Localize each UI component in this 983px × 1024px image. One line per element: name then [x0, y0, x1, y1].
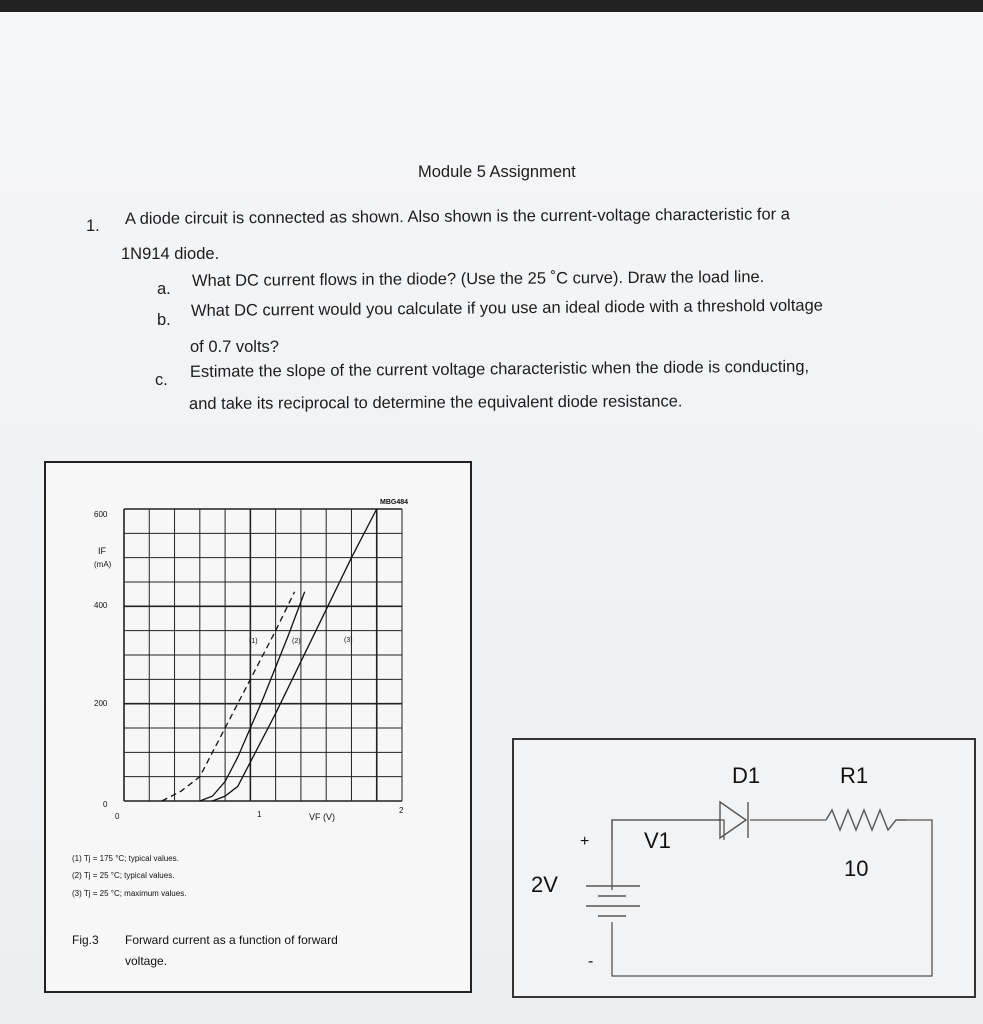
battery-symbol	[586, 886, 640, 916]
curve-label-3: (3)	[344, 637, 353, 644]
y-tick-600: 600	[94, 510, 108, 519]
part-c-line-2: and take its reciprocal to determine the equivalent diode resistance.	[188, 392, 683, 413]
part-c-label: c.	[155, 371, 168, 389]
curve-label-1: (1)	[249, 638, 258, 645]
source-name-label: V1	[644, 828, 671, 853]
y-tick-200: 200	[94, 699, 108, 708]
y-axis-symbol: IF	[98, 546, 106, 556]
part-b-line-2: of 0.7 volts?	[190, 338, 279, 356]
part-c-line-1: Estimate the slope of the current voltage characteristic when the diode is conducting,	[189, 357, 810, 381]
resistor-symbol	[826, 810, 906, 830]
y-tick-0: 0	[103, 800, 108, 809]
chart-top-label: MBG484	[380, 499, 409, 506]
part-b-label: b.	[157, 311, 171, 329]
y-axis-unit: (mA)	[94, 560, 112, 569]
resistor-label: R1	[840, 763, 869, 788]
x-tick-0: 0	[115, 812, 120, 821]
question-number: 1.	[86, 217, 100, 235]
y-tick-400: 400	[94, 601, 108, 610]
part-a-label: a.	[157, 280, 171, 298]
figure-caption-line-1: Forward current as a function of forward	[125, 933, 338, 947]
question-line-1: A diode circuit is connected as shown. Also shown is the current-voltage characteristic for a	[124, 205, 790, 228]
question-line-2: 1N914 diode.	[121, 245, 220, 263]
source-minus-sign: -	[588, 953, 594, 970]
iv-chart	[46, 463, 470, 991]
x-axis-symbol: VF (V)	[309, 812, 335, 822]
curve-2	[200, 592, 305, 801]
diode-characteristic-figure	[44, 461, 472, 993]
source-plus-sign: +	[580, 833, 590, 850]
page-title: Module 5 Assignment	[418, 163, 576, 181]
x-tick-1: 1	[257, 810, 262, 819]
figure-caption-line-2: voltage.	[125, 954, 168, 968]
legend-line-3: (3) Tj = 25 °C; maximum values.	[72, 889, 187, 898]
legend-line-2: (2) Tj = 25 °C; typical values.	[72, 871, 175, 880]
circuit-diagram	[512, 738, 976, 998]
part-a-line-1: What DC current flows in the diode? (Use the 25 ˚C curve). Draw the load line.	[191, 268, 765, 290]
curve-label-2: (2)	[292, 638, 301, 645]
legend-line-1: (1) Tj = 175 °C; typical values.	[72, 854, 179, 863]
circuit-svg	[514, 740, 974, 996]
figure-caption-label: Fig.3	[72, 933, 99, 947]
source-voltage-label: 2V	[531, 872, 558, 897]
top-dark-edge	[0, 0, 983, 12]
part-b-line-1: What DC current would you calculate if you use an ideal diode with a threshold voltage	[190, 296, 824, 320]
x-tick-2: 2	[399, 806, 404, 815]
diode-label: D1	[732, 763, 761, 788]
resistor-value-label: 10	[844, 856, 869, 881]
curve-1	[162, 592, 295, 801]
